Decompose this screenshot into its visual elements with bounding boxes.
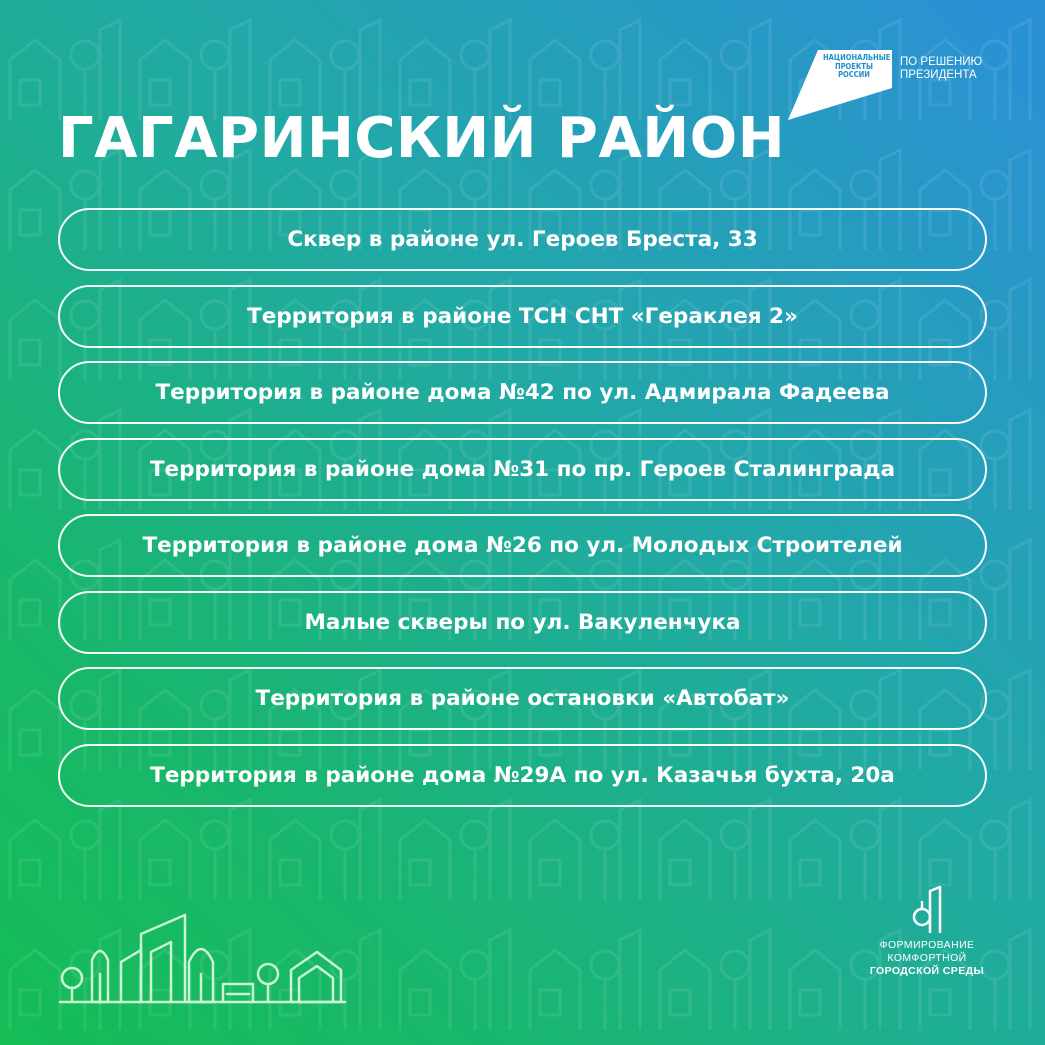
territory-item: Территория в районе дома №29А по ул. Казачья бухта, 20а	[58, 744, 987, 807]
territory-item: Территория в районе ТСН СНТ «Гераклея 2»	[58, 285, 987, 348]
territory-item: Территория в районе дома №31 по пр. Героев Сталинграда	[58, 438, 987, 501]
fks-emblem-icon	[910, 885, 944, 935]
city-skyline-icon	[55, 912, 355, 1007]
national-projects-logo	[788, 50, 998, 122]
comfortable-urban-environment-logo	[862, 885, 992, 978]
territory-item: Малые скверы по ул. Вакуленчука	[58, 591, 987, 654]
territory-item: Сквер в районе ул. Героев Бреста, 33	[58, 208, 987, 271]
national-projects-caption: ПО РЕШЕНИЮ ПРЕЗИДЕНТА	[900, 56, 983, 81]
fks-logo-text: ФОРМИРОВАНИЕ КОМФОРТНОЙ ГОРОДСКОЙ СРЕДЫ	[869, 939, 985, 977]
territory-list	[58, 208, 988, 820]
page-title: ГАГАРИНСКИЙ РАЙОН	[58, 106, 786, 171]
territory-item: Территория в районе дома №26 по ул. Молодых Строителей	[58, 514, 987, 577]
territory-item: Территория в районе остановки «Автобат»	[58, 667, 987, 730]
national-projects-flag-text: НАЦИОНАЛЬНЫЕ ПРОЕКТЫ РОССИИ	[823, 53, 891, 79]
territory-item: Территория в районе дома №42 по ул. Адмирала Фадеева	[58, 361, 987, 424]
